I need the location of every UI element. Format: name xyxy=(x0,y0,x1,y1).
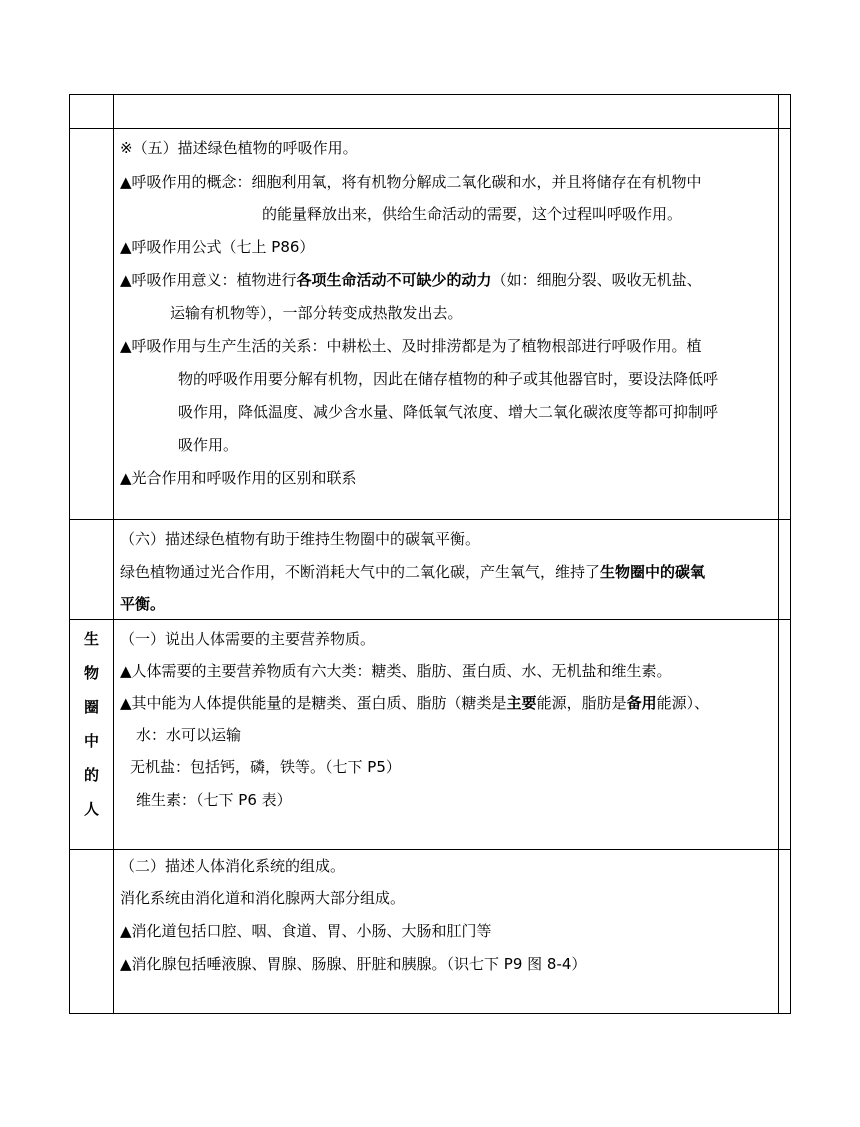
body-line: 绿色植物通过光合作用，不断消耗大气中的二氧化碳，产生氧气，维持了生物圈中的碳氧 xyxy=(120,563,706,581)
body-line: ▲人体需要的主要营养物质有六大类：糖类、脂肪、蛋白质、水、无机盐和维生素。 xyxy=(120,662,672,680)
relation-line: ▲呼吸作用与生产生活的关系：中耕松土、及时排涝都是为了植物根部进行呼吸作用。植 xyxy=(120,337,702,355)
table-row-carbon-balance xyxy=(69,519,791,619)
side-label: 生 物 圈 中 的 人 xyxy=(83,630,99,818)
table-row-digestive xyxy=(69,849,791,1014)
body-line: 维生素：（七下 P6 表） xyxy=(136,791,292,809)
notes-table xyxy=(69,94,791,1014)
formula-line: ▲呼吸作用公式（七上 P86） xyxy=(120,238,315,256)
diff-line: ▲光合作用和呼吸作用的区别和联系 xyxy=(120,469,357,487)
meaning-line: ▲呼吸作用意义：植物进行各项生命活动不可缺少的动力（如：细胞分裂、吸收无机盐、 xyxy=(120,271,702,289)
body-line: ▲消化腺包括唾液腺、胃腺、肠腺、肝脏和胰腺。（识七下 P9 图 8-4） xyxy=(120,955,587,973)
concept-line: ▲呼吸作用的概念：细胞利用氧，将有机物分解成二氧化碳和水，并且将储存在有机物中 xyxy=(120,173,702,191)
table-row-nutrition xyxy=(69,619,791,849)
table-row-respiration xyxy=(69,128,791,519)
section-heading: （一）说出人体需要的主要营养物质。 xyxy=(120,630,376,648)
body-line: ▲消化道包括口腔、咽、食道、胃、小肠、大肠和肛门等 xyxy=(120,922,492,940)
relation-line: 物的呼吸作用要分解有机物，因此在储存植物的种子或其他器官时，要设法降低呼 xyxy=(178,370,719,388)
relation-line: 吸作用。 xyxy=(178,436,239,454)
body-line: 水：水可以运输 xyxy=(136,726,242,744)
body-line: ▲其中能为人体提供能量的是糖类、蛋白质、脂肪（糖类是主要能源，脂肪是备用能源）、 xyxy=(120,694,710,712)
relation-line: 吸作用，降低温度、减少含水量、降低氧气浓度、增大二氧化碳浓度等都可抑制呼 xyxy=(178,403,719,421)
meaning-line: 运输有机物等），一部分转变成热散发出去。 xyxy=(170,304,463,322)
section-heading: （二）描述人体消化系统的组成。 xyxy=(120,857,346,875)
body-line: 平衡。 xyxy=(120,595,166,613)
body-line: 无机盐：包括钙，磷，铁等。（七下 P5） xyxy=(130,758,401,776)
section-heading: ※（五）描述绿色植物的呼吸作用。 xyxy=(120,139,358,157)
table-row-empty xyxy=(69,94,791,128)
body-line: 消化系统由消化道和消化腺两大部分组成。 xyxy=(120,889,406,907)
concept-line: 的能量释放出来，供给生命活动的需要，这个过程叫呼吸作用。 xyxy=(262,205,683,223)
section-heading: （六）描述绿色植物有助于维持生物圈中的碳氧平衡。 xyxy=(120,530,481,548)
